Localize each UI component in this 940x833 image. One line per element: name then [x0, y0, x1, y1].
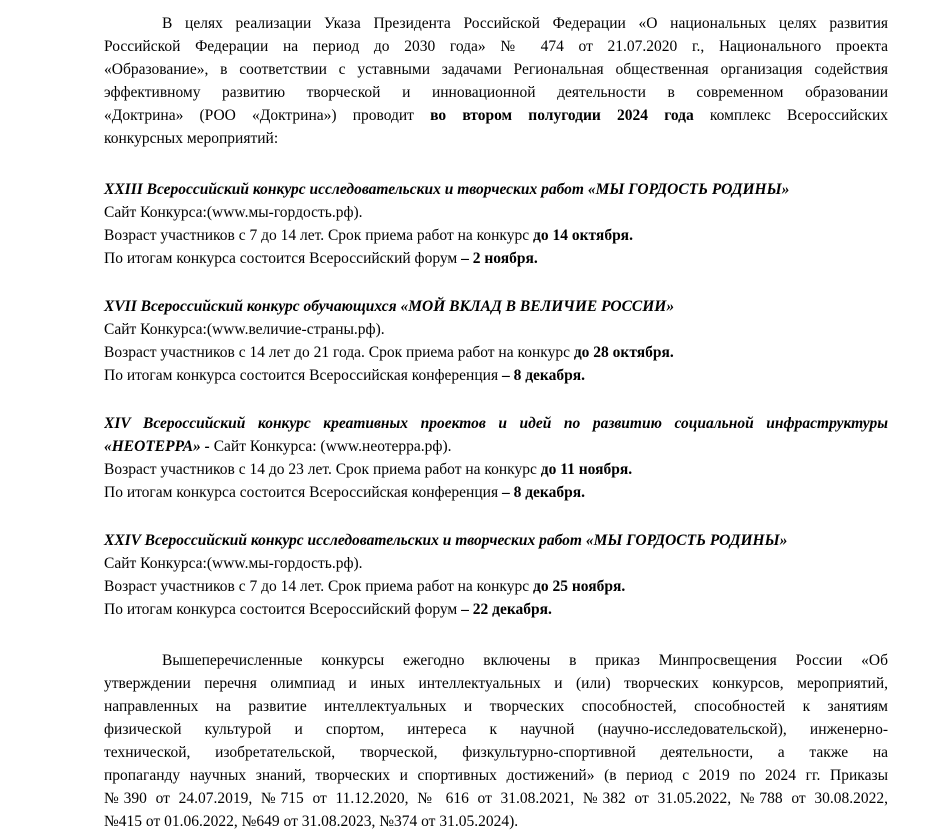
contest-result-date: – 22 декабря.	[461, 601, 552, 618]
intro-line: В целях реализации Указа Президента Российской Федерации «О национальных целях развития	[162, 15, 888, 32]
contest-block	[104, 412, 888, 504]
contest-result	[104, 598, 888, 621]
contest-age-text: Возраст участников с 7 до 14 лет. Срок приема работ на конкурс	[104, 578, 530, 595]
contest-result-date: – 8 декабря.	[501, 367, 586, 384]
contest-result	[104, 481, 888, 504]
contest-age	[104, 341, 888, 364]
contest-age-text: Возраст участников с 7 до 14 лет. Срок приема работ на конкурс	[104, 227, 530, 244]
closing-line: физической культурой и спортом, интереса к научной (научно-исследовательской), инженерно-	[104, 721, 888, 738]
intro-line: конкурсных мероприятий:	[104, 130, 279, 147]
contest-site: Сайт Конкурса:(www.мы-гордость.рф).	[104, 555, 363, 572]
intro-text: «Доктрина» (РОО «Доктрина») проводит	[104, 107, 414, 124]
contest-result-text: По итогам конкурса состоится Всероссийский форум	[104, 250, 458, 267]
contest-block	[104, 295, 888, 387]
contest-deadline: до 11 ноября.	[540, 461, 633, 478]
intro-line: эффективному развитию творческой и инновационной деятельности в современном образовании	[104, 84, 888, 101]
contest-block	[104, 178, 888, 270]
contest-result-text: По итогам конкурса состоится Всероссийская конференция	[104, 484, 499, 501]
contest-site: Сайт Конкурса:(www.мы-гордость.рф).	[104, 204, 363, 221]
contest-age-text: Возраст участников с 14 лет до 21 года. Срок приема работ на конкурс	[104, 344, 570, 361]
contest-site: Сайт Конкурса: (www.неотерра.рф).	[213, 438, 452, 455]
contest-result-date: – 2 ноября.	[461, 250, 538, 267]
closing-paragraph	[104, 649, 888, 833]
intro-period: во втором полугодии 2024 года	[430, 107, 694, 124]
closing-line: №390 от 24.07.2019, №715 от 11.12.2020, № 616 от 31.08.2021, №382 от 31.05.2022, №788 от 30.08.2022,	[104, 790, 888, 807]
contest-age	[104, 224, 888, 247]
contest-result-text: По итогам конкурса состоится Всероссийская конференция	[104, 367, 499, 384]
closing-line: технической, изобретательской, творческой, физкультурно-спортивной деятельности, а также на	[104, 744, 888, 761]
intro-paragraph	[104, 12, 888, 150]
closing-line: Вышеперечисленные конкурсы ежегодно включены в приказ Минпросвещения России «Об	[162, 652, 888, 669]
contest-age	[104, 458, 888, 481]
contest-title: XXIII Всероссийский конкурс исследовательских и творческих работ «МЫ ГОРДОСТЬ РОДИНЫ»	[104, 181, 790, 198]
contest-title: XVII Всероссийский конкурс обучающихся «МОЙ ВКЛАД В ВЕЛИЧИЕ РОССИИ»	[104, 298, 675, 315]
contest-age-text: Возраст участников с 14 до 23 лет. Срок приема работ на конкурс	[104, 461, 537, 478]
closing-line: утверждении перечня олимпиад и иных интеллектуальных и (или) творческих конкурсов, мероприятий,	[104, 675, 888, 692]
contest-title-name: «НЕОТЕРРА» -	[104, 438, 210, 455]
intro-text: комплекс Всероссийских	[709, 107, 888, 124]
contest-result	[104, 364, 888, 387]
contest-deadline: до 25 ноября.	[533, 578, 626, 595]
contest-result-date: – 8 декабря.	[501, 484, 586, 501]
contest-result-text: По итогам конкурса состоится Всероссийский форум	[104, 601, 458, 618]
document-page	[104, 12, 888, 833]
contest-site: Сайт Конкурса:(www.величие-страны.рф).	[104, 321, 385, 338]
contest-title-continued	[104, 435, 888, 458]
contest-title: XXIV Всероссийский конкурс исследовательских и творческих работ «МЫ ГОРДОСТЬ РОДИНЫ»	[104, 532, 788, 549]
contest-age	[104, 575, 888, 598]
contest-block	[104, 529, 888, 621]
intro-line: Российской Федерации на период до 2030 года» № 474 от 21.07.2020 г., Национального проекта	[104, 38, 888, 55]
intro-line	[104, 104, 888, 127]
intro-line: «Образование», в соответствии с уставными задачами Региональная общественная организация содействия	[104, 61, 888, 78]
closing-line: направленных на развитие интеллектуальных и творческих способностей, способностей к занятиям	[104, 698, 888, 715]
contest-title: XIV Всероссийский конкурс креативных проектов и идей по развитию социальной инфраструктуры	[104, 415, 888, 432]
contest-deadline: до 28 октября.	[573, 344, 674, 361]
contest-deadline: до 14 октября.	[533, 227, 633, 244]
closing-line: пропаганду научных знаний, творческих и спортивных достижений» (в период с 2019 по 2024 гг. Приказы	[104, 767, 888, 784]
contest-result	[104, 247, 888, 270]
closing-line: №415 от 01.06.2022, №649 от 31.08.2023, №374 от 31.05.2024).	[104, 813, 519, 830]
